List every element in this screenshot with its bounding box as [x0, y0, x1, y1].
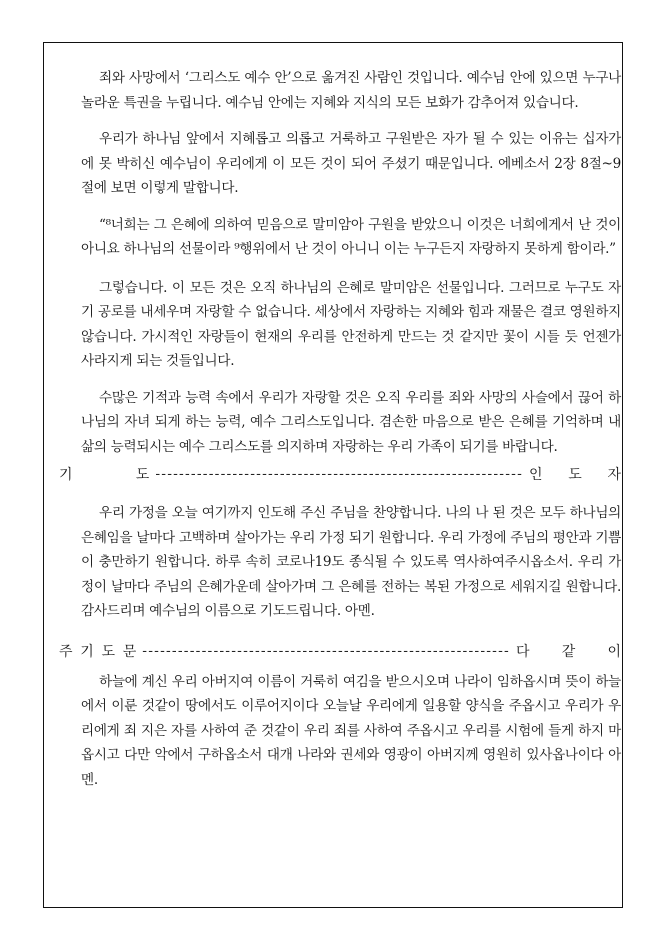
paragraph-boast: 수많은 기적과 능력 속에서 우리가 자랑할 것은 오직 우리를 죄와 사망의 사슬에서 끊어 하나님의 자녀 되게 하는 능력, 예수 그리스도입니다. 겸손한 마음으로 받은 은혜를 기억하며 내 삶의 능력되시는 예수 그리스도를 의지하며 자랑하는 우리 가족이 되기를 바랍니다. — [81, 389, 621, 455]
paragraph-reason: 우리가 하나님 앞에서 지혜롭고 의롭고 거룩하고 구원받은 자가 될 수 있는 이유는 십자가에 못 박히신 예수님이 우리에게 이 모든 것이 되어 주셨기 때문입니다. 에베소서 2장 8절~9절에 보면 이렇게 말합니다. — [81, 131, 621, 196]
prayer-heading-title: 기 도 — [59, 467, 150, 483]
heading-divider: -------------------------------------------------------------- — [155, 466, 524, 482]
lords-prayer-heading-title: 주 기 도 문 — [59, 643, 137, 660]
heading-divider: -------------------------------------------------------------- — [142, 642, 510, 659]
lords-prayer-heading — [59, 638, 621, 664]
prayer-heading — [59, 461, 621, 487]
paragraph-intro: 죄와 사망에서 ‘그리스도 예수 안’으로 옮겨진 사람인 것입니다. 예수님 안에 있으면 누구나 놀라운 특권을 누립니다. 예수님 안에는 지혜와 지식의 모든 보화가 감추어져 있습니다. — [81, 70, 621, 111]
prayer-text: 우리 가정을 오늘 여기까지 인도해 주신 주님을 찬양합니다. 나의 나 된 것은 모두 하나님의 은혜임을 날마다 고백하며 살아가는 우리 가정 되기 원합니다. 우리 가정에 주님의 평안과 기쁨이 충만하기 원합니다. 하루 속히 코로나19도 종식될 수 있도록 역사하여주시옵소서. 우리 가정이 날마다 주님의 은혜가운데 살아가며 그 은혜를 전하는 복된 가정으로 세워지길 원합니다. 감사드리며 예수님의 이름으로 기도드립니다. 아멘. — [81, 505, 621, 619]
document-body — [59, 66, 621, 792]
lords-prayer-heading-leader: 다 같 이 — [515, 643, 621, 660]
prayer-heading-leader: 인 도 자 — [529, 467, 621, 483]
scripture-quote: “⁸너희는 그 은혜에 의하여 믿음으로 말미암아 구원을 받았으니 이것은 너희에게서 난 것이 아니요 하나님의 선물이라 ⁹행위에서 난 것이 아니니 이는 누구든지 자랑하지 못하게 함이라.” — [81, 216, 621, 257]
lords-prayer-text: 하늘에 계신 우리 아버지여 이름이 거룩히 여김을 받으시오며 나라이 임하옵시며 뜻이 하늘에서 이룬 것같이 땅에서도 이루어지이다 오늘날 우리에게 일용할 양식을 주옵시고 우리가 우리에게 죄 지은 자를 사하여 준 것같이 우리 죄를 사하여 주옵시고 우리를 시험에 들게 하지 마옵시고 다만 악에서 구하옵소서 대개 나라와 권세와 영광이 아버지께 영원히 있사옵나이다 아멘. — [81, 673, 621, 788]
paragraph-grace: 그렇습니다. 이 모든 것은 오직 하나님의 은혜로 말미암은 선물입니다. 그러므로 누구도 자기 공로를 내세우며 자랑할 수 없습니다. 세상에서 자랑하는 지혜와 힘과 재물은 결코 영원하지 않습니다. 가시적인 자랑들이 현재의 우리를 안전하게 만드는 것 같지만 꽃이 시들 듯 언젠가 사라지게 되는 것들입니다. — [81, 279, 621, 369]
